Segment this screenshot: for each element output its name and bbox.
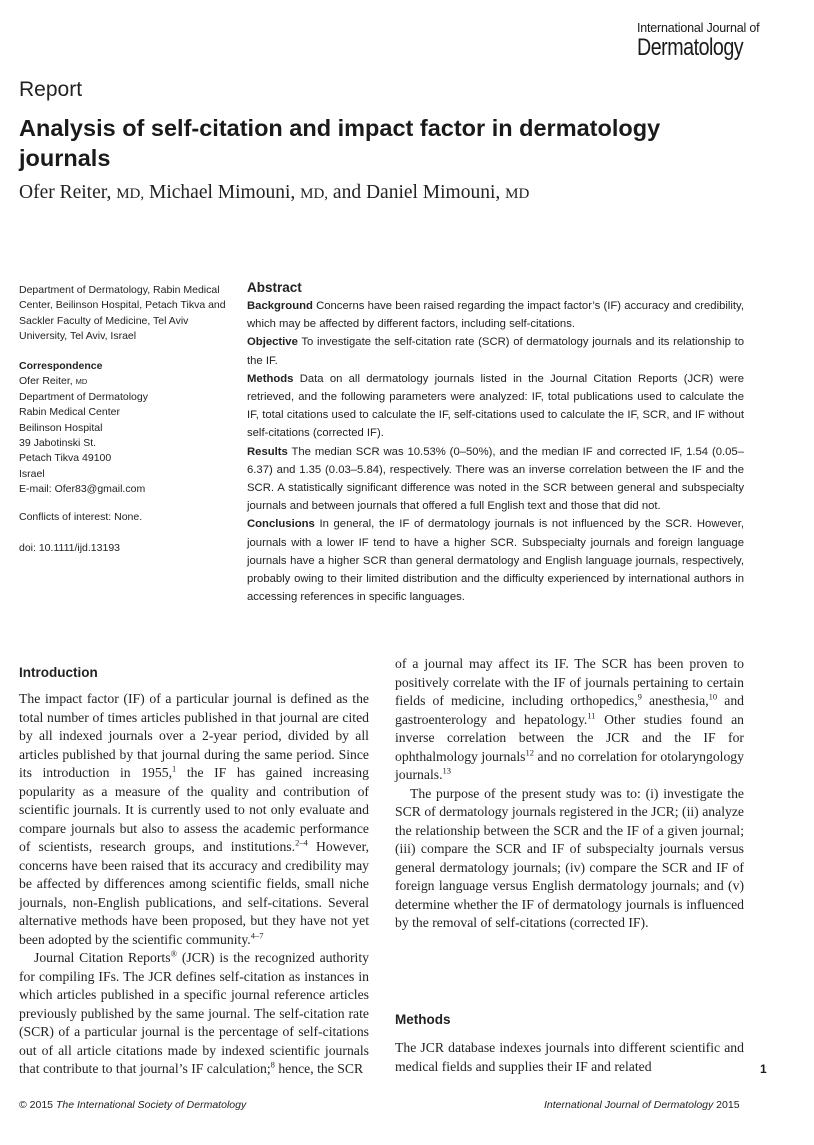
body-text: hence, the SCR <box>274 1061 364 1076</box>
abstract-text: To investigate the self-citation rate (SCR) of dermatology journals and its relationship to the IF. <box>247 336 744 367</box>
body-text: of a journal may affect its IF. The SCR has been proven to positively correlate with the IF of journals pertaining to certain fields of medicine, including orthopedics, <box>395 656 744 708</box>
article-title: Analysis of self-citation and impact factor in dermatology journals <box>19 115 661 171</box>
citation-ref[interactable]: 9 <box>637 691 642 702</box>
body-column-left <box>19 690 369 1079</box>
correspondence-line: Department of Dermatology <box>19 390 148 403</box>
intro-paragraph-2 <box>395 655 744 785</box>
body-text: (JCR) is the recognized authority for compiling IFs. The JCR defines self-citation as instances in which articles published in a specific journal reference articles previously published by the same journal. The self-citation rate (SCR) of a particular journal is the percentage of self-citations out of all article citations made by indexed scientific journals that contribute to that journal’s IF calculation; <box>19 950 369 1076</box>
abstract-text: In general, the IF of dermatology journals is not influenced by the SCR. However, journals with a lower IF tend to have a higher SCR. Subspecialty journals and foreign language journals have a higher SCR than general dermatology and English language journals, respectively, probably owing to their limited distribution and the difficulty experienced by international authors in accessing references in specific languages. <box>247 518 744 604</box>
citation-ref[interactable]: 12 <box>525 746 535 757</box>
body-column-right <box>395 655 744 933</box>
methods-text <box>395 1039 744 1076</box>
correspondence-line: Israel <box>19 467 45 480</box>
correspondence-line: Petach Tikva 49100 <box>19 452 112 465</box>
abstract-methods <box>247 370 744 443</box>
citation-ref[interactable]: 4–7 <box>250 929 264 940</box>
citation-ref[interactable]: 13 <box>442 765 452 776</box>
intro-paragraph-2 <box>19 949 369 1079</box>
article-type-label: Report <box>19 78 83 101</box>
footer-copyright <box>19 1099 246 1111</box>
abstract <box>247 280 744 606</box>
author-degree: MD, <box>116 186 145 202</box>
correspondence-line: Beilinson Hospital <box>19 421 103 434</box>
abstract-heading: Abstract <box>247 280 302 295</box>
author-name: Michael Mimouni, <box>149 182 296 203</box>
correspondence-name-line <box>19 374 231 389</box>
body-text: anesthesia, <box>641 693 709 708</box>
citation-ref[interactable]: 10 <box>708 691 718 702</box>
abstract-text: Concerns have been raised regarding the impact factor’s (IF) accuracy and credibility, which may be affected by different factors, including self-citations. <box>247 300 744 331</box>
body-text: The impact factor (IF) of a particular journal is defined as the total number of times articles published in that journal are cited by all indexed journals over a 2-year period, divided by all articles published by that journal during the same period. Since its introduction in 1955, <box>19 691 369 780</box>
journal-logo <box>637 22 777 60</box>
citation-ref[interactable]: 11 <box>587 709 596 720</box>
body-text: Other <box>595 711 636 727</box>
correspondence-email: E-mail: Ofer83@gmail.com <box>19 483 146 496</box>
abstract-results <box>247 443 744 516</box>
citation-ref[interactable]: 2–4 <box>295 837 308 848</box>
abstract-label: Background <box>247 300 313 312</box>
abstract-conclusions <box>247 515 744 606</box>
author-name: Ofer Reiter, <box>19 182 112 203</box>
abstract-label: Objective <box>247 336 298 349</box>
body-text: no correlation for otolaryngology journals. <box>395 748 744 782</box>
correspondence-line: Rabin Medical Center <box>19 406 120 419</box>
affiliation: Department of Dermatology, Rabin Medical Center, Beilinson Hospital, Petach Tikva and Sackler Faculty of Medicine, Tel Aviv University, Tel Aviv, Israel <box>19 284 226 343</box>
author-name: and Daniel Mimouni, <box>332 182 501 203</box>
footer-text: © 2015 <box>19 1099 56 1111</box>
body-text: and <box>534 748 558 764</box>
correspondence-block <box>19 359 231 498</box>
footer-year: 2015 <box>713 1099 740 1111</box>
abstract-label: Methods <box>247 372 294 385</box>
footer-journal <box>544 1099 740 1111</box>
intro-paragraph-3: The purpose of the present study was to: (i) investigate the SCR of dermatology journals registered in the JCR; (ii) analyze the relationship between the SCR and the IF of a given journal; (iii) compare the SCR and IF of subspecialty journals versus general dermatology journals; (iv) compare the SCR and IF of foreign language versus English dermatology journals; and (v) determine whether the IF of dermatology journals is influenced by the removal of self-citations (corrected IF). <box>395 785 744 930</box>
author-list <box>19 182 529 204</box>
body-text: the IF has gained increasing popularity as a measure of the quality and contribution of scientific journals. It is currently used to not only evaluate and compare journals but also to assess the academic performance of scientists, research groups, and institutions. <box>19 765 369 854</box>
intro-paragraph-1 <box>19 690 369 949</box>
introduction-heading: Introduction <box>19 665 98 680</box>
body-text: and <box>717 693 745 708</box>
page-number: 1 <box>760 1062 767 1076</box>
abstract-text: Data on all dermatology journals listed in the Journal Citation Reports (JCR) were retrieved, and the following parameters were analyzed: IF, total publications used to calculate the IF, total citations used to calculate the IF, self-citations used to calculate the IF, SCR, and IF without self-citations (corrected IF). <box>247 372 744 440</box>
abstract-background <box>247 297 744 333</box>
methods-heading: Methods <box>395 1012 451 1027</box>
correspondence-name: Ofer Reiter, <box>19 375 73 388</box>
journal-logo-line2: Dermatology <box>637 33 744 61</box>
author-degree: MD, <box>300 186 329 202</box>
abstract-label: Results <box>247 445 288 458</box>
body-text: However, concerns have been raised that its accuracy and credibility may be affected by differences among scientific fields, small niche journals, non-English publications, and self-citations. Several alternative methods have been proposed, but they have not yet been adopted by the scientific community. <box>19 839 369 947</box>
journal-logo-line1: International Journal of <box>637 21 760 35</box>
conflicts-of-interest: Conflicts of interest: None. <box>19 511 143 523</box>
body-text: gastroenterology and hepatology. <box>395 711 588 727</box>
citation-ref[interactable]: 1 <box>172 763 177 774</box>
correspondence-line: 39 Jabotinski St. <box>19 437 97 450</box>
author-degree: MD <box>505 186 530 202</box>
methods-paragraph: The JCR database indexes journals into different scientific and medical fields and supplies their IF and related <box>395 1040 744 1074</box>
citation-ref[interactable]: 8 <box>270 1059 275 1070</box>
correspondence-degree: MD <box>75 377 88 387</box>
abstract-text: The median SCR was 10.53% (0–50%), and the median IF and corrected IF, 1.54 (0.05–6.37) and 1.35 (0.03–5.84), respectively. There was an inverse correlation between the IF and the SCR. A statistically significant difference was noted in the SCR between general and subspecialty journals and between journals that offered a full English text and those that did not. <box>247 445 744 513</box>
correspondence-heading: Correspondence <box>19 360 103 372</box>
abstract-objective <box>247 333 744 369</box>
footer-journal-name: International Journal of Dermatology <box>544 1099 714 1111</box>
footer-society: The International Society of Dermatology <box>55 1099 247 1111</box>
registered-mark: ® <box>170 948 178 959</box>
body-text: Journal Citation Reports <box>34 950 171 965</box>
doi-link[interactable]: doi: 10.1111/ijd.13193 <box>19 542 121 554</box>
body-text: studies found an inverse correlation between the JCR and the IF for ophthalmology journals <box>395 711 744 764</box>
abstract-label: Conclusions <box>247 518 315 531</box>
